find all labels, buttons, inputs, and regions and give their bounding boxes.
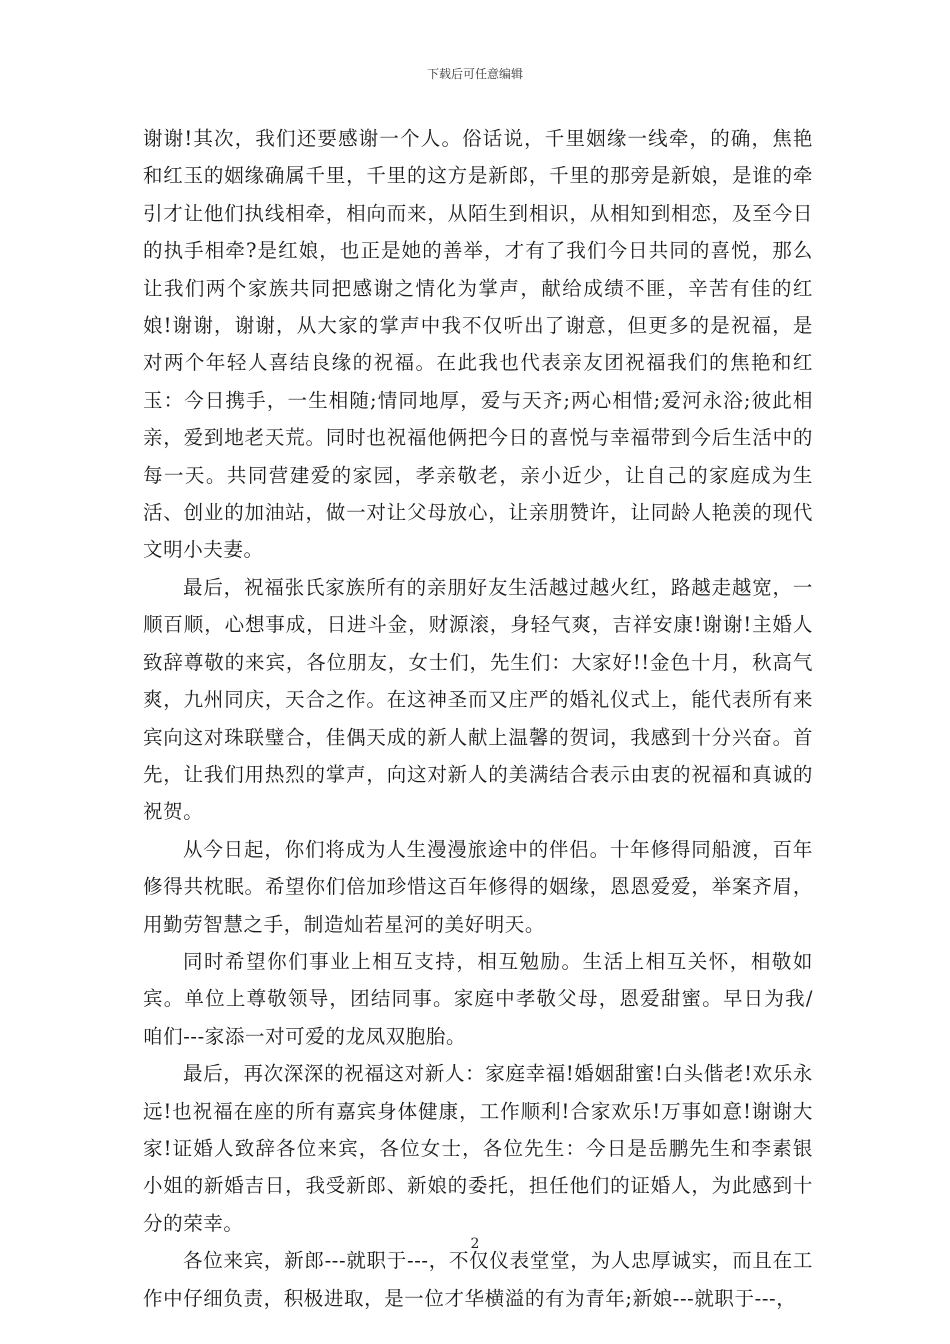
paragraph-6: 各位来宾，新郎---就职于---，不仅仪表堂堂，为人忠厚诚实，而且在工作中仔细负责，积极进取，是一位才华横溢的有为青年;新娘---就职于---， [143, 1249, 813, 1310]
paragraph-3: 从今日起，你们将成为人生漫漫旅途中的伴侣。十年修得同船渡，百年修得共枕眠。希望你们倍加珍惜这百年修得的姻缘，恩恩爱爱，举案齐眉，用勤劳智慧之手，制造灿若星河的美好明天。 [143, 837, 813, 936]
document-body [143, 120, 813, 1317]
paragraph-5: 最后，再次深深的祝福这对新人：家庭幸福!婚姻甜蜜!白头偕老!欢乐永远!也祝福在座的所有嘉宾身体健康，工作顺利!合家欢乐!万事如意!谢谢大家!证婚人致辞各位来宾，各位女士，各位先生：今日是岳鹏先生和李素银小姐的新婚吉日，我受新郎、新娘的委托，担任他们的证婚人，为此感到十分的荣幸。 [143, 1062, 813, 1235]
paragraph-2: 最后，祝福张氏家族所有的亲朋好友生活越过越火红，路越走越宽，一顺百顺，心想事成，日进斗金，财源滚，身轻气爽，吉祥安康!谢谢!主婚人致辞尊敬的来宾，各位朋友，女士们，先生们：大家好!!金色十月，秋高气爽，九州同庆，天合之作。在这神圣而又庄严的婚礼仪式上，能代表所有来宾向这对珠联璧合，佳偶天成的新人献上温馨的贺词，我感到十分兴奋。首先，让我们用热烈的掌声，向这对新人的美满结合表示由衷的祝福和真诚的祝贺。 [143, 575, 813, 824]
page-header: 下载后可任意编辑 [426, 67, 523, 81]
paragraph-4: 同时希望你们事业上相互支持，相互勉励。生活上相互关怀，相敬如宾。单位上尊敬领导，团结同事。家庭中孝敬父母，恩爱甜蜜。早日为我/咱们---家添一对可爱的龙凤双胞胎。 [143, 949, 813, 1048]
page-number: 2 [470, 1236, 480, 1252]
paragraph-1: 谢谢!其次，我们还要感谢一个人。俗话说，千里姻缘一线牵，的确，焦艳和红玉的姻缘确属千里，千里的这方是新郎，千里的那旁是新娘，是谁的牵引才让他们执线相牵，相向而来，从陌生到相识，从相知到相恋，及至今日的执手相牵?是红娘，也正是她的善举，才有了我们今日共同的喜悦，那么让我们两个家族共同把感谢之情化为掌声，献给成绩不匪，辛苦有佳的红娘!谢谢，谢谢，从大家的掌声中我不仅听出了谢意，但更多的是祝福，是对两个年轻人喜结良缘的祝福。在此我也代表亲友团祝福我们的焦艳和红玉：今日携手，一生相随;情同地厚，爱与天齐;两心相惜;爱河永浴;彼此相亲，爱到地老天荒。同时也祝福他俩把今日的喜悦与幸福带到今后生活中的每一天。共同营建爱的家园，孝亲敬老，亲小近少，让自己的家庭成为生活、创业的加油站，做一对让父母放心，让亲朋赞许，让同龄人艳羡的现代文明小夫妻。 [143, 127, 813, 562]
